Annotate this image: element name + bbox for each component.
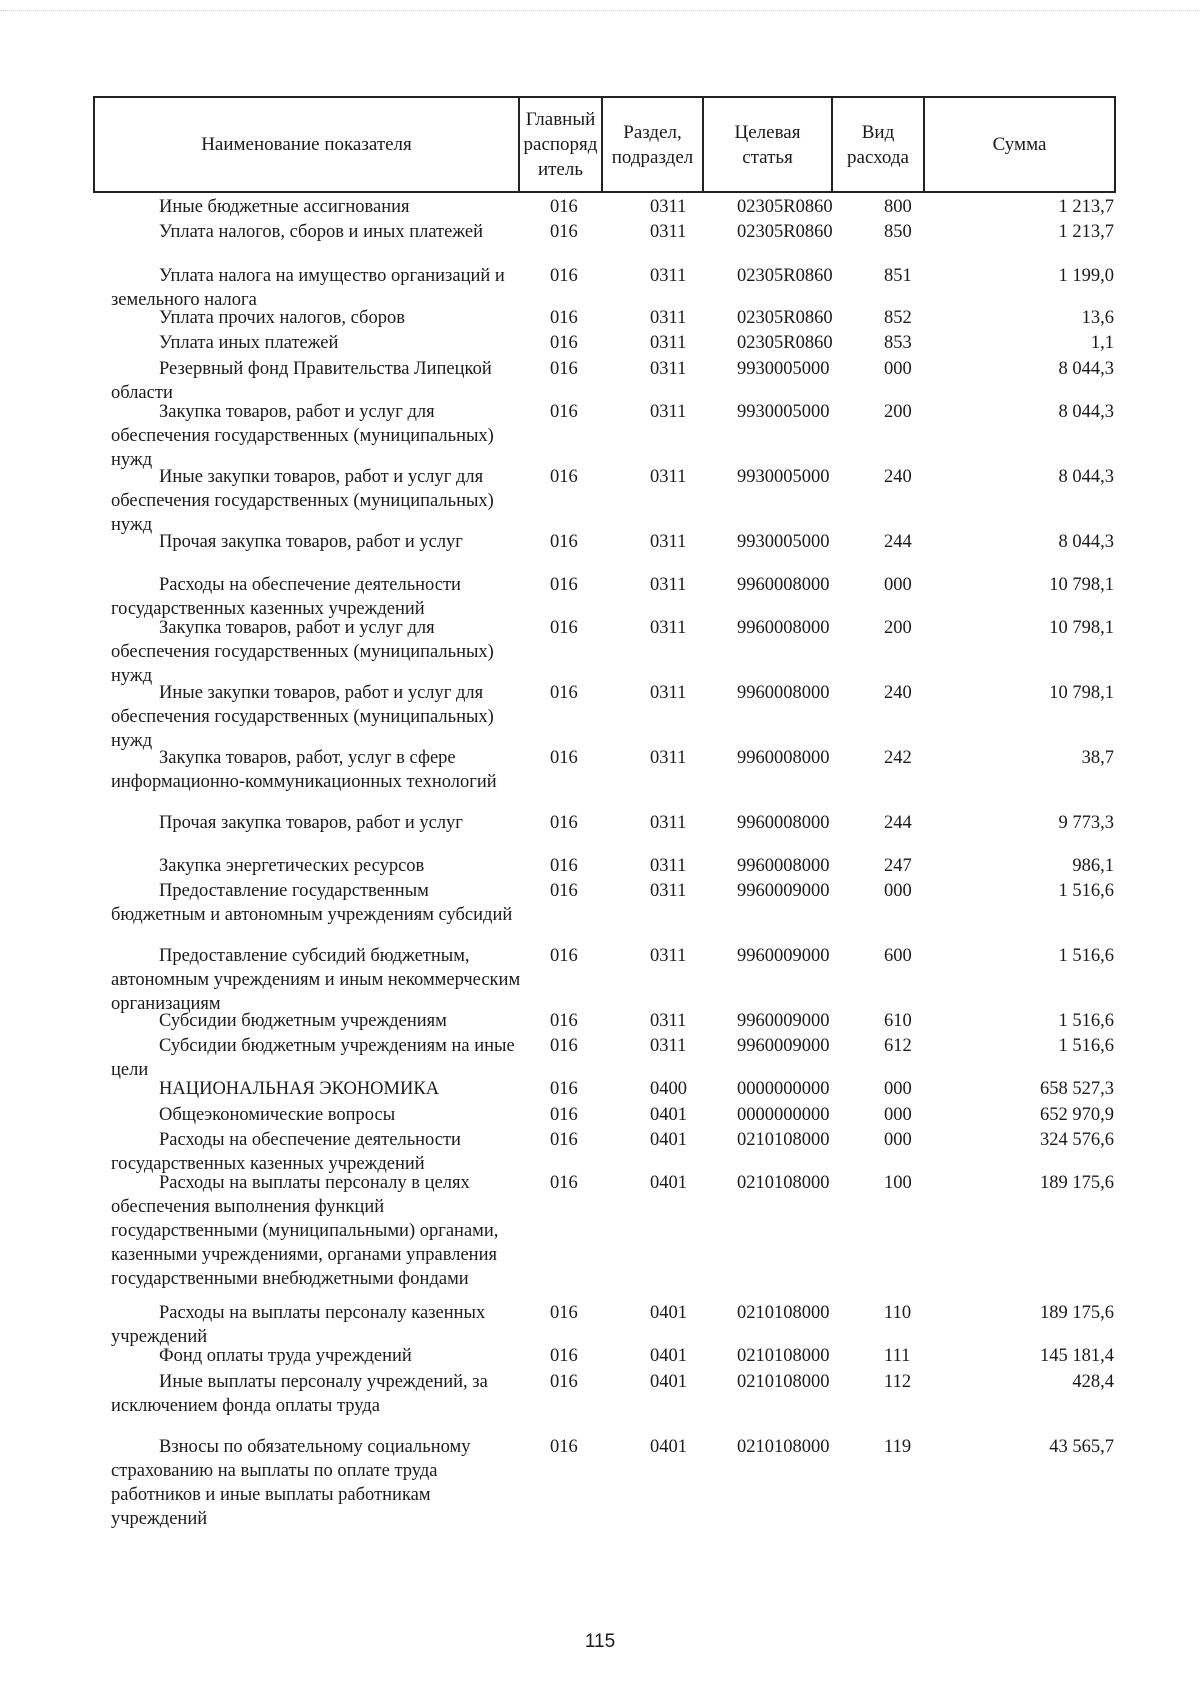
row-name: Прочая закупка товаров, работ и услуг xyxy=(159,813,463,833)
row-expense-type: 000 xyxy=(884,1079,912,1099)
table-row xyxy=(0,573,1200,621)
row-section: 0311 xyxy=(650,222,687,242)
row-sum: 145 181,4 xyxy=(1040,1346,1114,1366)
table-row xyxy=(0,1103,1200,1127)
row-chief-manager: 016 xyxy=(550,856,578,876)
row-target-article: 02305R0860 xyxy=(737,266,833,286)
row-chief-manager: 016 xyxy=(550,1303,578,1323)
row-chief-manager: 016 xyxy=(550,1173,578,1193)
table-row xyxy=(0,264,1200,312)
row-target-article: 9930005000 xyxy=(737,359,830,379)
row-sum: 8 044,3 xyxy=(1058,359,1114,379)
row-expense-type: 612 xyxy=(884,1036,912,1056)
row-target-article: 0000000000 xyxy=(737,1105,830,1125)
table-row xyxy=(0,1077,1200,1101)
page-number: 115 xyxy=(584,1631,616,1652)
row-target-article: 0210108000 xyxy=(737,1372,830,1392)
row-expense-type: 240 xyxy=(884,467,912,487)
row-sum: 1,1 xyxy=(1090,333,1114,353)
row-sum: 8 044,3 xyxy=(1058,467,1114,487)
row-section: 0311 xyxy=(650,266,687,286)
row-name: Субсидии бюджетным учреждениям xyxy=(159,1011,447,1031)
table-row xyxy=(0,1370,1200,1418)
row-chief-manager: 016 xyxy=(550,1105,578,1125)
row-name: Закупка товаров, работ и услуг для обеспечения государственных (муниципальных) нужд xyxy=(111,618,494,686)
row-name: Расходы на выплаты персоналу казенных учреждений xyxy=(111,1303,486,1347)
table-row xyxy=(0,681,1200,753)
row-expense-type: 242 xyxy=(884,748,912,768)
table-row xyxy=(0,854,1200,878)
row-name: Расходы на выплаты персоналу в целях обеспечения выполнения функций государственными (муниципальными) органами, казенными учреждениями, органами управления государственными внебюджетными фондами xyxy=(111,1173,499,1289)
header-expense-type: Вид расхода xyxy=(833,98,925,191)
row-sum: 8 044,3 xyxy=(1058,402,1114,422)
row-name: Иные бюджетные ассигнования xyxy=(159,197,410,217)
row-name: Уплата налога на имущество организаций и земельного налога xyxy=(111,266,505,310)
row-name: Предоставление субсидий бюджетным, автономным учреждениям и иным некоммерческим организациям xyxy=(111,946,521,1014)
row-sum: 428,4 xyxy=(1072,1372,1114,1392)
row-target-article: 9960009000 xyxy=(737,946,830,966)
row-name: Предоставление государственным бюджетным и автономным учреждениям субсидий xyxy=(111,881,513,925)
row-sum: 1 199,0 xyxy=(1058,266,1114,286)
row-chief-manager: 016 xyxy=(550,1011,578,1031)
row-section: 0311 xyxy=(650,575,687,595)
row-sum: 9 773,3 xyxy=(1058,813,1114,833)
row-chief-manager: 016 xyxy=(550,813,578,833)
row-sum: 986,1 xyxy=(1072,856,1114,876)
row-expense-type: 112 xyxy=(884,1372,912,1392)
row-section: 0401 xyxy=(650,1105,687,1125)
row-target-article: 9960008000 xyxy=(737,856,830,876)
row-target-article: 9960008000 xyxy=(737,813,830,833)
row-chief-manager: 016 xyxy=(550,881,578,901)
row-sum: 652 970,9 xyxy=(1040,1105,1114,1125)
row-sum: 1 516,6 xyxy=(1058,946,1114,966)
row-target-article: 02305R0860 xyxy=(737,308,833,328)
row-expense-type: 200 xyxy=(884,618,912,638)
row-target-article: 02305R0860 xyxy=(737,222,833,242)
row-section: 0311 xyxy=(650,813,687,833)
table-row xyxy=(0,530,1200,554)
row-expense-type: 247 xyxy=(884,856,912,876)
row-target-article: 02305R0860 xyxy=(737,333,833,353)
row-name: Уплата прочих налогов, сборов xyxy=(159,308,405,328)
row-section: 0401 xyxy=(650,1173,687,1193)
row-sum: 13,6 xyxy=(1081,308,1114,328)
row-section: 0311 xyxy=(650,333,687,353)
table-row xyxy=(0,1435,1200,1531)
table-row xyxy=(0,220,1200,244)
row-section: 0311 xyxy=(650,197,687,217)
table-row xyxy=(0,465,1200,537)
row-target-article: 0000000000 xyxy=(737,1079,830,1099)
row-expense-type: 110 xyxy=(884,1303,912,1323)
row-sum: 43 565,7 xyxy=(1049,1437,1114,1457)
row-section: 0311 xyxy=(650,1011,687,1031)
row-section: 0401 xyxy=(650,1303,687,1323)
row-expense-type: 244 xyxy=(884,813,912,833)
row-section: 0311 xyxy=(650,618,687,638)
row-chief-manager: 016 xyxy=(550,308,578,328)
row-section: 0401 xyxy=(650,1130,687,1150)
row-target-article: 9960009000 xyxy=(737,881,830,901)
row-sum: 8 044,3 xyxy=(1058,532,1114,552)
table-row xyxy=(0,811,1200,835)
row-chief-manager: 016 xyxy=(550,532,578,552)
row-section: 0311 xyxy=(650,881,687,901)
row-section: 0311 xyxy=(650,856,687,876)
row-sum: 10 798,1 xyxy=(1049,618,1114,638)
row-sum: 1 213,7 xyxy=(1058,222,1114,242)
table-row xyxy=(0,1128,1200,1176)
row-expense-type: 200 xyxy=(884,402,912,422)
row-target-article: 9960009000 xyxy=(737,1011,830,1031)
row-target-article: 02305R0860 xyxy=(737,197,833,217)
row-name: Расходы на обеспечение деятельности государственных казенных учреждений xyxy=(111,1130,461,1174)
row-chief-manager: 016 xyxy=(550,197,578,217)
row-name: Взносы по обязательному социальному страхованию на выплаты по оплате труда работников и иные выплаты работникам учреждений xyxy=(111,1437,471,1529)
row-sum: 189 175,6 xyxy=(1040,1173,1114,1193)
row-chief-manager: 016 xyxy=(550,748,578,768)
row-chief-manager: 016 xyxy=(550,1036,578,1056)
row-expense-type: 600 xyxy=(884,946,912,966)
row-expense-type: 851 xyxy=(884,266,912,286)
row-section: 0311 xyxy=(650,532,687,552)
row-chief-manager: 016 xyxy=(550,946,578,966)
row-chief-manager: 016 xyxy=(550,1130,578,1150)
row-expense-type: 850 xyxy=(884,222,912,242)
row-sum: 324 576,6 xyxy=(1040,1130,1114,1150)
row-name: Закупка товаров, работ и услуг для обеспечения государственных (муниципальных) нужд xyxy=(111,402,494,470)
row-name: Иные закупки товаров, работ и услуг для обеспечения государственных (муниципальных) нужд xyxy=(111,683,494,751)
row-chief-manager: 016 xyxy=(550,1079,578,1099)
row-target-article: 9960008000 xyxy=(737,575,830,595)
row-section: 0311 xyxy=(650,308,687,328)
row-sum: 38,7 xyxy=(1081,748,1114,768)
header-chief-manager: Главный распоряд итель xyxy=(520,98,603,191)
row-target-article: 9960008000 xyxy=(737,748,830,768)
row-expense-type: 852 xyxy=(884,308,912,328)
table-row xyxy=(0,616,1200,688)
row-chief-manager: 016 xyxy=(550,266,578,286)
row-sum: 189 175,6 xyxy=(1040,1303,1114,1323)
row-target-article: 0210108000 xyxy=(737,1173,830,1193)
row-expense-type: 000 xyxy=(884,575,912,595)
row-expense-type: 800 xyxy=(884,197,912,217)
row-name: НАЦИОНАЛЬНАЯ ЭКОНОМИКА xyxy=(159,1079,440,1099)
row-target-article: 9960008000 xyxy=(737,618,830,638)
row-expense-type: 119 xyxy=(884,1437,912,1457)
row-section: 0311 xyxy=(650,402,687,422)
row-name: Прочая закупка товаров, работ и услуг xyxy=(159,532,463,552)
row-chief-manager: 016 xyxy=(550,618,578,638)
row-section: 0401 xyxy=(650,1437,687,1457)
table-row xyxy=(0,306,1200,330)
table-header xyxy=(93,96,1116,193)
row-section: 0400 xyxy=(650,1079,687,1099)
row-expense-type: 610 xyxy=(884,1011,912,1031)
row-sum: 10 798,1 xyxy=(1049,575,1114,595)
table-row xyxy=(0,879,1200,927)
row-section: 0401 xyxy=(650,1346,687,1366)
row-name: Закупка энергетических ресурсов xyxy=(159,856,425,876)
row-section: 0401 xyxy=(650,1372,687,1392)
row-expense-type: 111 xyxy=(884,1346,911,1366)
row-name: Фонд оплаты труда учреждений xyxy=(159,1346,412,1366)
row-expense-type: 100 xyxy=(884,1173,912,1193)
row-sum: 1 516,6 xyxy=(1058,1036,1114,1056)
table-row xyxy=(0,400,1200,472)
row-name: Резервный фонд Правительства Липецкой области xyxy=(111,359,492,403)
row-target-article: 0210108000 xyxy=(737,1437,830,1457)
header-target-article: Целевая статья xyxy=(704,98,833,191)
row-target-article: 9930005000 xyxy=(737,402,830,422)
row-sum: 1 516,6 xyxy=(1058,1011,1114,1031)
row-section: 0311 xyxy=(650,467,687,487)
row-name: Иные выплаты персоналу учреждений, за исключением фонда оплаты труда xyxy=(111,1372,488,1416)
table-row xyxy=(0,944,1200,1016)
row-expense-type: 240 xyxy=(884,683,912,703)
table-row xyxy=(0,1344,1200,1368)
row-section: 0311 xyxy=(650,748,687,768)
row-chief-manager: 016 xyxy=(550,1437,578,1457)
row-chief-manager: 016 xyxy=(550,467,578,487)
row-target-article: 0210108000 xyxy=(737,1130,830,1150)
row-target-article: 9930005000 xyxy=(737,532,830,552)
row-section: 0311 xyxy=(650,1036,687,1056)
row-expense-type: 000 xyxy=(884,1130,912,1150)
row-expense-type: 000 xyxy=(884,881,912,901)
row-section: 0311 xyxy=(650,359,687,379)
row-name: Уплата налогов, сборов и иных платежей xyxy=(159,222,484,242)
row-target-article: 9960008000 xyxy=(737,683,830,703)
row-name: Закупка товаров, работ, услуг в сфере информационно-коммуникационных технологий xyxy=(111,748,497,792)
row-name: Уплата иных платежей xyxy=(159,333,339,353)
row-expense-type: 853 xyxy=(884,333,912,353)
header-section: Раздел, подраздел xyxy=(603,98,704,191)
table-row xyxy=(0,746,1200,794)
row-target-article: 9960009000 xyxy=(737,1036,830,1056)
row-target-article: 0210108000 xyxy=(737,1303,830,1323)
row-expense-type: 000 xyxy=(884,359,912,379)
row-target-article: 9930005000 xyxy=(737,467,830,487)
row-expense-type: 000 xyxy=(884,1105,912,1125)
row-chief-manager: 016 xyxy=(550,683,578,703)
row-name: Расходы на обеспечение деятельности государственных казенных учреждений xyxy=(111,575,461,619)
row-expense-type: 244 xyxy=(884,532,912,552)
header-sum: Сумма xyxy=(992,134,1047,155)
row-section: 0311 xyxy=(650,946,687,966)
row-chief-manager: 016 xyxy=(550,359,578,379)
row-sum: 1 213,7 xyxy=(1058,197,1114,217)
row-chief-manager: 016 xyxy=(550,575,578,595)
row-chief-manager: 016 xyxy=(550,1346,578,1366)
row-section: 0311 xyxy=(650,683,687,703)
row-target-article: 0210108000 xyxy=(737,1346,830,1366)
row-name: Иные закупки товаров, работ и услуг для обеспечения государственных (муниципальных) нужд xyxy=(111,467,494,535)
table-row xyxy=(0,357,1200,405)
table-row xyxy=(0,1009,1200,1033)
table-row xyxy=(0,1171,1200,1291)
row-chief-manager: 016 xyxy=(550,222,578,242)
table-row xyxy=(0,1301,1200,1349)
row-sum: 10 798,1 xyxy=(1049,683,1114,703)
table-row xyxy=(0,1034,1200,1082)
row-chief-manager: 016 xyxy=(550,333,578,353)
row-chief-manager: 016 xyxy=(550,1372,578,1392)
row-chief-manager: 016 xyxy=(550,402,578,422)
row-name: Общеэкономические вопросы xyxy=(159,1105,396,1125)
table-row xyxy=(0,195,1200,219)
row-name: Субсидии бюджетным учреждениям на иные цели xyxy=(111,1036,515,1080)
row-sum: 658 527,3 xyxy=(1040,1079,1114,1099)
row-sum: 1 516,6 xyxy=(1058,881,1114,901)
header-name: Наименование показателя xyxy=(95,98,520,191)
table-row xyxy=(0,331,1200,355)
